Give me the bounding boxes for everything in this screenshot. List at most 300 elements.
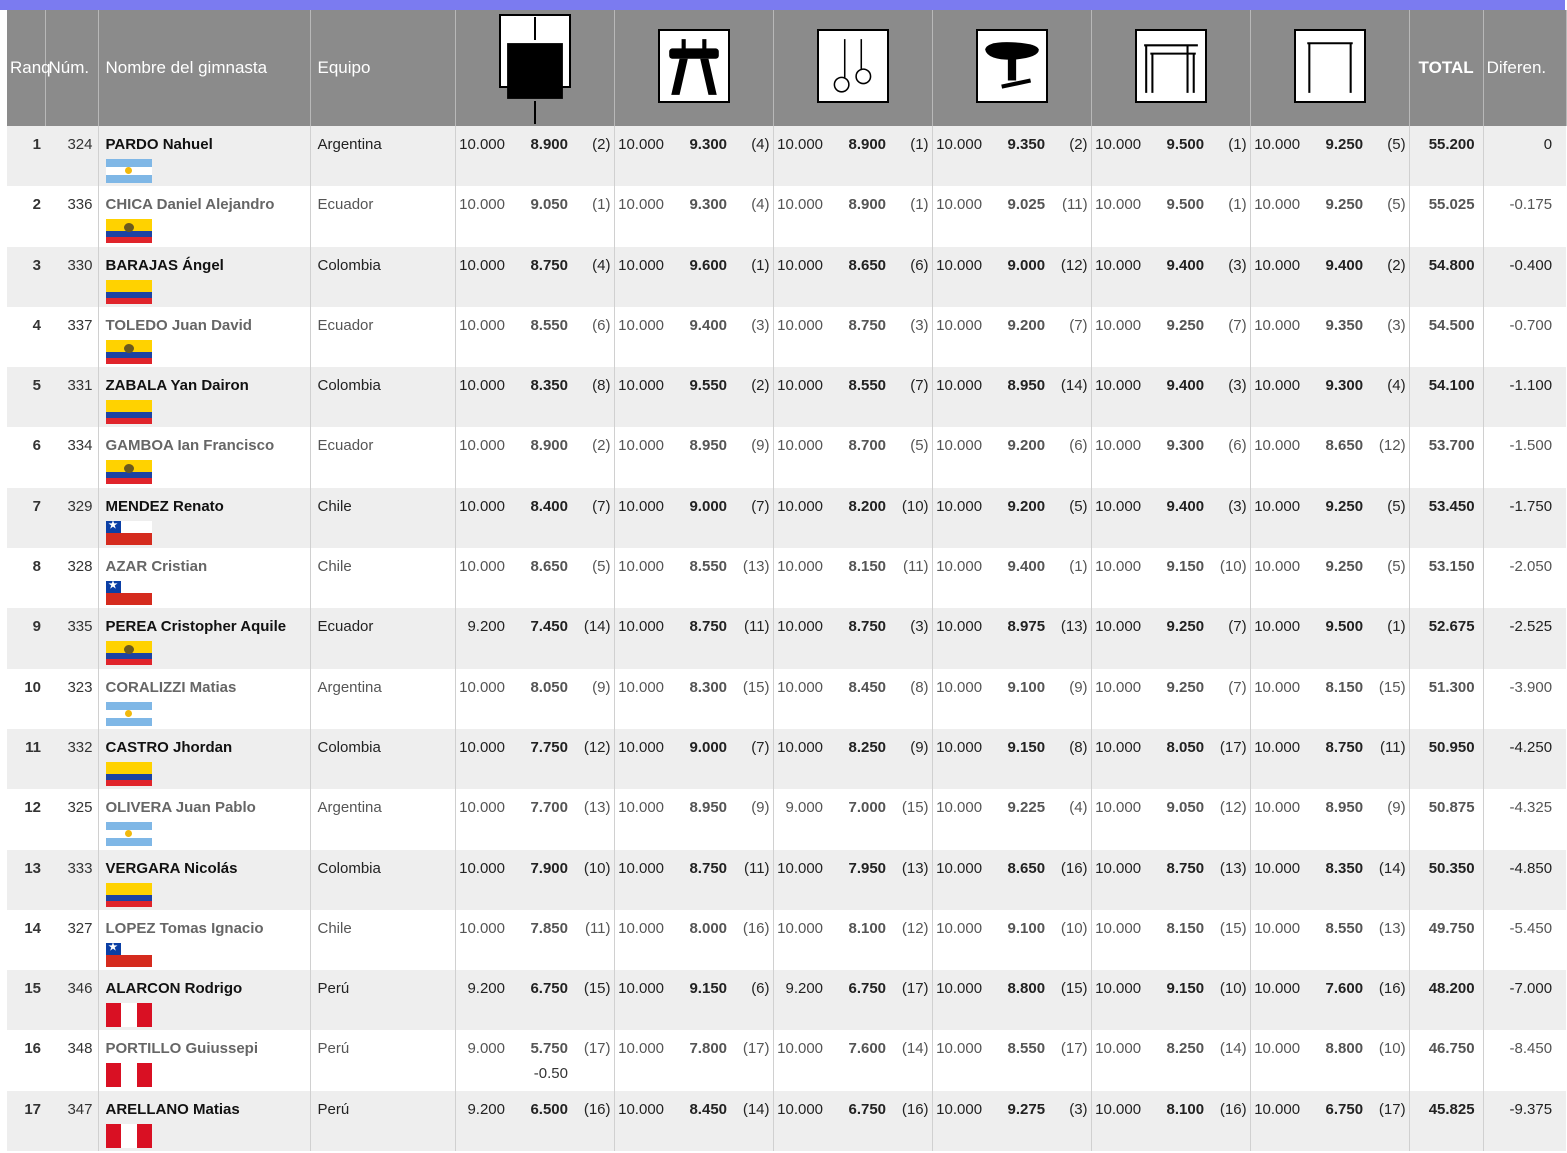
bib-number-cell: 327 xyxy=(45,910,98,970)
pbars-d-score: 10.000 xyxy=(1091,186,1143,246)
pbars-d-score: 10.000 xyxy=(1091,488,1143,548)
team-cell: Ecuador xyxy=(310,608,455,668)
rings-d-score: 10.000 xyxy=(773,910,825,970)
total-score-cell: 53.700 xyxy=(1409,427,1483,487)
vault-d-score: 10.000 xyxy=(932,850,984,910)
pbars-final-score: 9.250 xyxy=(1143,307,1206,367)
rings-d-score: 10.000 xyxy=(773,548,825,608)
penalty-value: -0.50 xyxy=(533,1065,568,1083)
colombia-flag-icon xyxy=(106,280,152,304)
hbar-final-score: 8.150 xyxy=(1302,669,1365,729)
vault-final-score: 9.000 xyxy=(984,247,1047,307)
pommel-final-score: 8.450 xyxy=(666,1091,729,1151)
rank-cell: 3 xyxy=(7,247,45,307)
vault-d-score: 10.000 xyxy=(932,669,984,729)
gymnast-name[interactable]: ZABALA Yan Dairon xyxy=(105,377,249,395)
hbar-place: (3) xyxy=(1365,307,1409,367)
gymnast-name-cell[interactable] xyxy=(98,548,310,608)
floor-d-score: 9.200 xyxy=(455,1091,507,1151)
pommel-place: (4) xyxy=(729,126,773,186)
floor-d-score: 10.000 xyxy=(455,669,507,729)
vault-place: (4) xyxy=(1047,789,1091,849)
gymnast-name[interactable]: AZAR Cristian xyxy=(105,558,208,576)
rings-d-score: 10.000 xyxy=(773,367,825,427)
floor-d-score: 10.000 xyxy=(455,548,507,608)
pbars-final-score: 9.400 xyxy=(1143,488,1206,548)
table-row[interactable] xyxy=(7,910,1566,970)
floor-d-score: 9.200 xyxy=(455,608,507,668)
header-diff[interactable]: Diferen. xyxy=(1483,10,1566,126)
hbar-d-score: 10.000 xyxy=(1250,729,1302,789)
vault-final-score: 9.275 xyxy=(984,1091,1047,1151)
argentina-flag-icon xyxy=(106,822,152,846)
hbar-d-score: 10.000 xyxy=(1250,488,1302,548)
bib-number-cell: 346 xyxy=(45,970,98,1030)
table-row[interactable] xyxy=(7,608,1566,668)
pommel-place: (15) xyxy=(729,669,773,729)
pommel-final-score: 8.550 xyxy=(666,548,729,608)
hbar-place: (12) xyxy=(1365,427,1409,487)
bib-number-cell: 331 xyxy=(45,367,98,427)
header-row xyxy=(7,10,1566,126)
pommel-place: (1) xyxy=(729,247,773,307)
gymnast-name-cell[interactable] xyxy=(98,1091,310,1151)
table-row[interactable] xyxy=(7,789,1566,849)
pommel-d-score: 10.000 xyxy=(614,247,666,307)
pommel-d-score: 10.000 xyxy=(614,548,666,608)
header-rank[interactable]: Ranq xyxy=(7,10,45,126)
total-score-cell: 52.675 xyxy=(1409,608,1483,668)
rank-cell: 13 xyxy=(7,850,45,910)
gymnast-name[interactable]: BARAJAS Ángel xyxy=(105,256,224,274)
rings-place: (8) xyxy=(888,669,932,729)
pommel-final-score: 9.400 xyxy=(666,307,729,367)
difference-cell: -1.500 xyxy=(1483,427,1566,487)
horizontal-bar-icon xyxy=(1294,29,1366,103)
vault-d-score: 10.000 xyxy=(932,126,984,186)
hbar-d-score: 10.000 xyxy=(1250,850,1302,910)
hbar-d-score: 10.000 xyxy=(1250,427,1302,487)
team-cell: Perú xyxy=(310,1030,455,1090)
table-row[interactable] xyxy=(7,307,1566,367)
pommel-place: (11) xyxy=(729,850,773,910)
hbar-place: (13) xyxy=(1365,910,1409,970)
gymnast-name[interactable]: OLIVERA Juan Pablo xyxy=(105,799,256,817)
rings-d-score: 10.000 xyxy=(773,729,825,789)
header-name[interactable]: Nombre del gimnasta xyxy=(98,10,310,126)
vault-place: (11) xyxy=(1047,186,1091,246)
header-team[interactable]: Equipo xyxy=(310,10,455,126)
rings-d-score: 10.000 xyxy=(773,608,825,668)
gymnast-name[interactable]: PORTILLO Guiussepi xyxy=(105,1040,259,1058)
hbar-d-score: 10.000 xyxy=(1250,247,1302,307)
hbar-final-score: 8.650 xyxy=(1302,427,1365,487)
floor-d-score: 10.000 xyxy=(455,850,507,910)
bib-number-cell: 325 xyxy=(45,789,98,849)
vault-d-score: 10.000 xyxy=(932,789,984,849)
rank-cell: 15 xyxy=(7,970,45,1030)
floor-score-value: 5.750 xyxy=(530,1040,568,1058)
pommel-place: (17) xyxy=(729,1030,773,1090)
pommel-final-score: 8.950 xyxy=(666,427,729,487)
gymnast-name[interactable]: LOPEZ Tomas Ignacio xyxy=(105,919,264,937)
pbars-final-score: 8.250 xyxy=(1143,1030,1206,1090)
rings-d-score: 10.000 xyxy=(773,427,825,487)
gymnast-name[interactable]: PEREA Cristopher Aquile xyxy=(105,618,287,636)
header-floor[interactable] xyxy=(455,10,614,126)
rank-cell: 2 xyxy=(7,186,45,246)
total-score-cell: 55.025 xyxy=(1409,186,1483,246)
floor-place: (1) xyxy=(570,186,614,246)
rings-place: (17) xyxy=(888,970,932,1030)
difference-cell: -0.400 xyxy=(1483,247,1566,307)
pbars-place: (7) xyxy=(1206,307,1250,367)
header-rings[interactable] xyxy=(773,10,932,126)
pommel-place: (11) xyxy=(729,608,773,668)
pbars-d-score: 10.000 xyxy=(1091,548,1143,608)
vault-place: (2) xyxy=(1047,126,1091,186)
pbars-place: (13) xyxy=(1206,850,1250,910)
colombia-flag-icon xyxy=(106,762,152,786)
vault-final-score: 9.200 xyxy=(984,427,1047,487)
table-row[interactable] xyxy=(7,488,1566,548)
hbar-final-score: 9.250 xyxy=(1302,548,1365,608)
hbar-final-score: 8.750 xyxy=(1302,729,1365,789)
team-cell: Chile xyxy=(310,488,455,548)
table-row[interactable] xyxy=(7,126,1566,186)
pbars-place: (12) xyxy=(1206,789,1250,849)
header-pommel[interactable] xyxy=(614,10,773,126)
vault-d-score: 10.000 xyxy=(932,488,984,548)
table-row[interactable] xyxy=(7,186,1566,246)
hbar-d-score: 10.000 xyxy=(1250,186,1302,246)
floor-final-score: 8.750 xyxy=(507,247,570,307)
pommel-final-score: 8.950 xyxy=(666,789,729,849)
header-vault[interactable] xyxy=(932,10,1091,126)
pommel-place: (3) xyxy=(729,307,773,367)
difference-cell: -0.175 xyxy=(1483,186,1566,246)
floor-final-score: 8.550 xyxy=(507,307,570,367)
vault-place: (1) xyxy=(1047,548,1091,608)
floor-d-score: 10.000 xyxy=(455,427,507,487)
table-row[interactable] xyxy=(7,427,1566,487)
rings-place: (1) xyxy=(888,126,932,186)
table-row[interactable] xyxy=(7,367,1566,427)
rank-cell: 4 xyxy=(7,307,45,367)
table-row[interactable] xyxy=(7,850,1566,910)
rings-d-score: 10.000 xyxy=(773,307,825,367)
floor-d-score: 9.200 xyxy=(455,970,507,1030)
rings-d-score: 10.000 xyxy=(773,186,825,246)
difference-cell: -4.850 xyxy=(1483,850,1566,910)
table-row[interactable] xyxy=(7,1030,1566,1090)
pommel-place: (6) xyxy=(729,970,773,1030)
table-row[interactable] xyxy=(7,669,1566,729)
pbars-d-score: 10.000 xyxy=(1091,307,1143,367)
difference-cell: -4.250 xyxy=(1483,729,1566,789)
difference-cell: -2.525 xyxy=(1483,608,1566,668)
ecuador-flag-icon xyxy=(106,219,152,243)
pommel-d-score: 10.000 xyxy=(614,186,666,246)
rings-final-score: 8.100 xyxy=(825,910,888,970)
pommel-place: (9) xyxy=(729,427,773,487)
floor-d-score: 10.000 xyxy=(455,488,507,548)
vault-place: (15) xyxy=(1047,970,1091,1030)
rings-d-score: 10.000 xyxy=(773,488,825,548)
pommel-place: (4) xyxy=(729,186,773,246)
floor-d-score: 9.000 xyxy=(455,1030,507,1090)
hbar-d-score: 10.000 xyxy=(1250,1030,1302,1090)
gymnast-name-cell[interactable] xyxy=(98,850,310,910)
pbars-final-score: 8.100 xyxy=(1143,1091,1206,1151)
pbars-final-score: 9.400 xyxy=(1143,367,1206,427)
pommel-d-score: 10.000 xyxy=(614,1091,666,1151)
floor-exercise-icon xyxy=(499,14,571,88)
bib-number-cell: 347 xyxy=(45,1091,98,1151)
hbar-d-score: 10.000 xyxy=(1250,1091,1302,1151)
vault-place: (16) xyxy=(1047,850,1091,910)
gymnast-name-cell[interactable] xyxy=(98,126,310,186)
hbar-final-score: 9.350 xyxy=(1302,307,1365,367)
vault-place: (8) xyxy=(1047,729,1091,789)
total-score-cell: 49.750 xyxy=(1409,910,1483,970)
floor-final-score: 8.350 xyxy=(507,367,570,427)
gymnast-name[interactable]: CHICA Daniel Alejandro xyxy=(105,196,275,214)
gymnast-name-cell[interactable] xyxy=(98,186,310,246)
ecuador-flag-icon xyxy=(106,460,152,484)
vault-final-score: 9.400 xyxy=(984,548,1047,608)
gymnast-name[interactable]: CASTRO Jhordan xyxy=(105,738,233,756)
pommel-d-score: 10.000 xyxy=(614,427,666,487)
total-score-cell: 48.200 xyxy=(1409,970,1483,1030)
vault-final-score: 9.225 xyxy=(984,789,1047,849)
header-num[interactable]: Núm. xyxy=(45,10,98,126)
vault-d-score: 10.000 xyxy=(932,970,984,1030)
vault-final-score: 9.200 xyxy=(984,488,1047,548)
gymnast-name-cell[interactable] xyxy=(98,789,310,849)
table-row[interactable] xyxy=(7,1091,1566,1151)
floor-d-score: 10.000 xyxy=(455,789,507,849)
pbars-final-score: 9.500 xyxy=(1143,126,1206,186)
rings-d-score: 10.000 xyxy=(773,1091,825,1151)
chile-flag-icon: ★ xyxy=(106,581,152,605)
pbars-place: (14) xyxy=(1206,1030,1250,1090)
gymnast-name-cell[interactable] xyxy=(98,608,310,668)
total-score-cell: 54.500 xyxy=(1409,307,1483,367)
hbar-place: (5) xyxy=(1365,488,1409,548)
floor-final-score: 6.500 xyxy=(507,1091,570,1151)
floor-d-score: 10.000 xyxy=(455,247,507,307)
hbar-d-score: 10.000 xyxy=(1250,970,1302,1030)
rings-place: (12) xyxy=(888,910,932,970)
floor-place: (4) xyxy=(570,247,614,307)
total-score-cell: 51.300 xyxy=(1409,669,1483,729)
rings-place: (9) xyxy=(888,729,932,789)
gymnast-name-cell[interactable] xyxy=(98,427,310,487)
rings-final-score: 8.750 xyxy=(825,307,888,367)
gymnast-name-cell[interactable] xyxy=(98,367,310,427)
team-cell: Colombia xyxy=(310,367,455,427)
hbar-final-score: 9.500 xyxy=(1302,608,1365,668)
rank-cell: 6 xyxy=(7,427,45,487)
pommel-final-score: 9.600 xyxy=(666,247,729,307)
rings-final-score: 8.450 xyxy=(825,669,888,729)
pbars-place: (10) xyxy=(1206,548,1250,608)
table-row[interactable] xyxy=(7,247,1566,307)
vault-place: (13) xyxy=(1047,608,1091,668)
rings-d-score: 10.000 xyxy=(773,126,825,186)
pbars-d-score: 10.000 xyxy=(1091,910,1143,970)
difference-cell: -0.700 xyxy=(1483,307,1566,367)
hbar-d-score: 10.000 xyxy=(1250,367,1302,427)
rings-final-score: 7.000 xyxy=(825,789,888,849)
rings-final-score: 6.750 xyxy=(825,1091,888,1151)
peru-flag-icon xyxy=(106,1003,152,1027)
pbars-d-score: 10.000 xyxy=(1091,608,1143,668)
table-row[interactable] xyxy=(7,548,1566,608)
gymnast-name-cell[interactable] xyxy=(98,729,310,789)
hbar-d-score: 10.000 xyxy=(1250,126,1302,186)
rings-final-score: 8.550 xyxy=(825,367,888,427)
hbar-d-score: 10.000 xyxy=(1250,548,1302,608)
pbars-final-score: 8.750 xyxy=(1143,850,1206,910)
rings-place: (7) xyxy=(888,367,932,427)
gymnast-name[interactable]: TOLEDO Juan David xyxy=(105,316,252,334)
gymnast-name-cell[interactable] xyxy=(98,488,310,548)
gymnast-name[interactable]: PARDO Nahuel xyxy=(105,136,213,153)
pommel-d-score: 10.000 xyxy=(614,669,666,729)
hbar-final-score: 9.250 xyxy=(1302,186,1365,246)
pommel-d-score: 10.000 xyxy=(614,608,666,668)
floor-place: (11) xyxy=(570,910,614,970)
pommel-place: (7) xyxy=(729,729,773,789)
vault-final-score: 9.350 xyxy=(984,126,1047,186)
gymnast-name-cell[interactable] xyxy=(98,910,310,970)
vault-d-score: 10.000 xyxy=(932,1030,984,1090)
vault-icon xyxy=(976,29,1048,103)
pommel-final-score: 8.300 xyxy=(666,669,729,729)
difference-cell: 0 xyxy=(1483,126,1566,186)
total-score-cell: 50.950 xyxy=(1409,729,1483,789)
floor-final-score: 7.450 xyxy=(507,608,570,668)
rings-place: (1) xyxy=(888,186,932,246)
rank-cell: 8 xyxy=(7,548,45,608)
hbar-place: (15) xyxy=(1365,669,1409,729)
hbar-place: (5) xyxy=(1365,186,1409,246)
team-cell: Chile xyxy=(310,910,455,970)
floor-final-score: 9.050 xyxy=(507,186,570,246)
hbar-final-score: 9.300 xyxy=(1302,367,1365,427)
gymnast-name[interactable]: VERGARA Nicolás xyxy=(105,859,238,877)
team-cell: Perú xyxy=(310,970,455,1030)
pommel-horse-icon xyxy=(658,29,730,103)
bib-number-cell: 323 xyxy=(45,669,98,729)
pommel-final-score: 9.000 xyxy=(666,488,729,548)
floor-place: (10) xyxy=(570,850,614,910)
pbars-final-score: 9.150 xyxy=(1143,970,1206,1030)
team-cell: Ecuador xyxy=(310,186,455,246)
rings-final-score: 8.900 xyxy=(825,186,888,246)
gymnast-name-cell[interactable] xyxy=(98,1030,310,1090)
gymnast-name-cell[interactable] xyxy=(98,307,310,367)
rings-final-score: 8.900 xyxy=(825,126,888,186)
team-cell: Colombia xyxy=(310,247,455,307)
gymnast-name-cell[interactable] xyxy=(98,247,310,307)
hbar-place: (10) xyxy=(1365,1030,1409,1090)
bib-number-cell: 332 xyxy=(45,729,98,789)
gymnast-name-cell[interactable] xyxy=(98,970,310,1030)
rank-cell: 16 xyxy=(7,1030,45,1090)
header-horizontal-bar[interactable] xyxy=(1250,10,1409,126)
floor-place: (12) xyxy=(570,729,614,789)
total-score-cell: 54.100 xyxy=(1409,367,1483,427)
gymnast-name-cell[interactable] xyxy=(98,669,310,729)
pbars-final-score: 9.050 xyxy=(1143,789,1206,849)
bib-number-cell: 336 xyxy=(45,186,98,246)
vault-final-score: 9.200 xyxy=(984,307,1047,367)
hbar-final-score: 9.400 xyxy=(1302,247,1365,307)
floor-final-score: 8.050 xyxy=(507,669,570,729)
table-row[interactable] xyxy=(7,970,1566,1030)
vault-final-score: 8.975 xyxy=(984,608,1047,668)
pommel-final-score: 9.150 xyxy=(666,970,729,1030)
pommel-d-score: 10.000 xyxy=(614,910,666,970)
hbar-place: (4) xyxy=(1365,367,1409,427)
hbar-place: (5) xyxy=(1365,548,1409,608)
pommel-d-score: 10.000 xyxy=(614,126,666,186)
rings-place: (11) xyxy=(888,548,932,608)
pommel-d-score: 10.000 xyxy=(614,367,666,427)
pbars-final-score: 9.400 xyxy=(1143,247,1206,307)
colombia-flag-icon xyxy=(106,883,152,907)
floor-place: (7) xyxy=(570,488,614,548)
difference-cell: -3.900 xyxy=(1483,669,1566,729)
header-total[interactable]: TOTAL xyxy=(1409,10,1483,126)
pommel-d-score: 10.000 xyxy=(614,970,666,1030)
vault-final-score: 8.800 xyxy=(984,970,1047,1030)
pommel-final-score: 9.550 xyxy=(666,367,729,427)
gymnast-name[interactable]: ARELLANO Matias xyxy=(105,1100,240,1118)
header-parallel-bars[interactable] xyxy=(1091,10,1250,126)
total-score-cell: 50.350 xyxy=(1409,850,1483,910)
difference-cell: -7.000 xyxy=(1483,970,1566,1030)
pommel-final-score: 8.750 xyxy=(666,850,729,910)
gymnast-name[interactable]: GAMBOA Ian Francisco xyxy=(105,437,275,455)
floor-place: (17) xyxy=(570,1030,614,1090)
hbar-d-score: 10.000 xyxy=(1250,669,1302,729)
hbar-d-score: 10.000 xyxy=(1250,608,1302,668)
bib-number-cell: 348 xyxy=(45,1030,98,1090)
vault-d-score: 10.000 xyxy=(932,247,984,307)
pbars-d-score: 10.000 xyxy=(1091,427,1143,487)
rings-d-score: 10.000 xyxy=(773,247,825,307)
bib-number-cell: 333 xyxy=(45,850,98,910)
gymnast-name[interactable]: MENDEZ Renato xyxy=(105,497,224,515)
vault-d-score: 10.000 xyxy=(932,548,984,608)
gymnast-name[interactable]: ALARCON Rodrigo xyxy=(105,980,243,998)
pommel-d-score: 10.000 xyxy=(614,1030,666,1090)
rings-place: (3) xyxy=(888,307,932,367)
hbar-d-score: 10.000 xyxy=(1250,910,1302,970)
team-cell: Colombia xyxy=(310,729,455,789)
gymnast-name[interactable]: CORALIZZI Matias xyxy=(105,678,237,696)
pommel-d-score: 10.000 xyxy=(614,488,666,548)
table-row[interactable] xyxy=(7,729,1566,789)
vault-place: (9) xyxy=(1047,669,1091,729)
pommel-final-score: 9.300 xyxy=(666,186,729,246)
rings-place: (16) xyxy=(888,1091,932,1151)
parallel-bars-icon xyxy=(1135,29,1207,103)
